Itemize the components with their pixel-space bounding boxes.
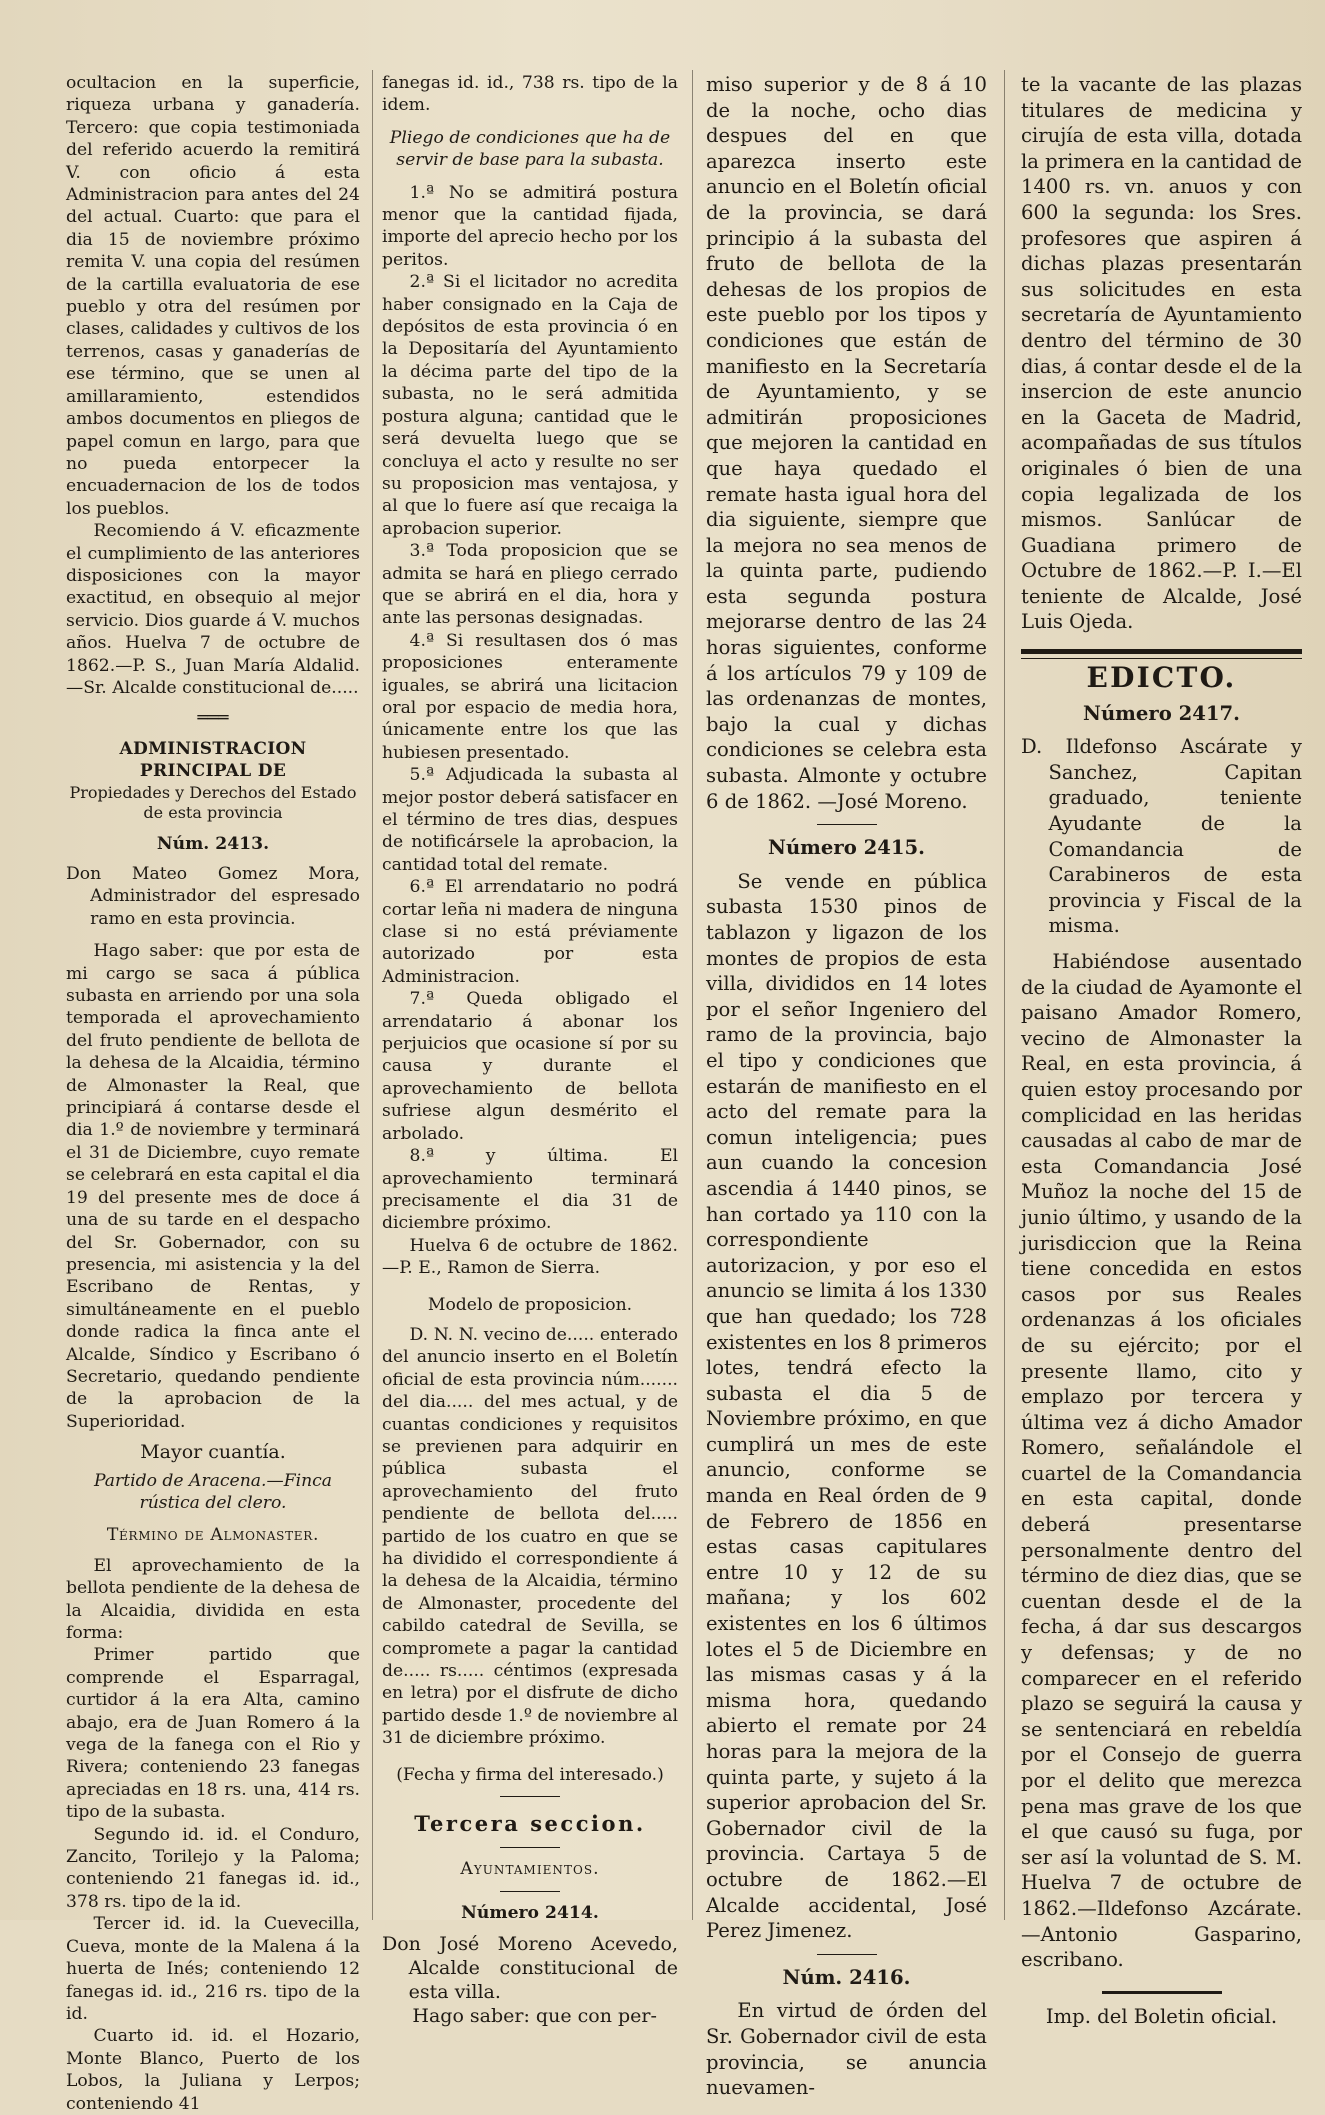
subheading: Modelo de proposicion. [427,1294,633,1315]
paragraph: Se vende en pública subasta 1530 pinos de tablazon y ligazon de los montes de propios de esta villa, divididos en 14 lotes por el señor Ingeniero del ramo de la provincia, bajo el tipo y condiciones que estarán de manifiesto en el acto del remate para la comun inteligencia; pues aun cuando la concesion ascendia á 1440 pinos, se han cortado ya 110 con la correspondiente autorizacion, y por eso el anuncio se limita á los 1330 que han quedado; los 728 existentes en los 8 primeros lotes, tendrá efecto la subasta el dia 5 de Noviembre próximo, en que cumplirá un mes de este anuncio, conforme se manda en Real órden de 9 de Febrero de 1856 en estas casas capitulares entre 10 y 12 de su mañana; y los 602 existentes en los 6 últimos lotes el 5 de Diciembre en las mismas casas y á la misma hora, quedando abierto el remate por 24 horas para la mejora de la quinta parte, y sujeto á la superior aprobacion del Sr. Gobernador civil de la provincia. Cartaya 5 de octubre de 1862.—El Alcalde accidental, José Perez Jimenez. [706,869,987,1943]
paragraph: miso superior y de 8 á 10 de la noche, ocho dias despues del en que aparezca inserto este anuncio en el Boletín oficial de la provincia, se dará principio á la subasta del fruto de bellota de la dehesas de los propios de este pueblo por los tipos y condiciones que están de manifiesto en la Secretaría de Ayuntamiento, y se admitirán proposiciones que mejoren la cantidad en que haya quedado el remate hasta igual hora del dia siguiente, siempre que la mejora no sea menos de la quinta parte, pudiendo esta segunda postura mejorarse dentro de las 24 horas siguientes, conforme á los artículos 79 y 109 de las ordenanzas de montes, bajo la cual y dichas condiciones se celebra esta subasta. Almonte y octubre 6 de 1862. —José Moreno. [706,73,987,813]
column-4 [1021,72,1302,2028]
column-2 [382,72,678,2028]
divider [500,1891,560,1892]
signature: Huelva 6 de octubre de 1862.—P. E., Ramon de Sierra. [382,1235,678,1279]
notice-number: Número 2414. [461,1902,599,1923]
column-rule [692,70,693,1920]
divider [1021,649,1302,654]
imprint [1021,1991,1302,2030]
section-subtitle: Ayuntamientos. [460,1859,600,1880]
subheading: Mayor cuantía. [140,1441,286,1464]
notice-number: Núm. 2416. [782,1965,911,1989]
condition: 3.ª Toda proposicion que se admita se hará en pliego cerrado que se abrirá en el dia, hora y ante las personas designadas. [382,541,678,629]
column-1 [66,72,360,2114]
paragraph: Hago saber: que por esta de mi cargo se saca á pública subasta en arriendo por una sola temporada el aprovechamiento del fruto pendiente de bellota de la dehesa de la Alcaidia, término de Almonaster la Real, que principiará á contarse desde el dia 1.º de noviembre y terminará el 31 de Diciembre, cuyo remate se celebrará en esta capital el dia 19 del presente mes de doce á una de su tarde en el despacho del Sr. Gobernador, con su presencia, mi asistencia y la del Escribano de Rentas, y simultáneamente en el pueblo donde radica la finca ante el Alcalde, Síndico y Escribano ó Secretario, quedando pendiente de la aprobacion de la Superioridad. [66,941,360,1432]
condition: 7.ª Queda obligado el arrendatario á abonar los perjuicios que ocasione sí por su causa y durante el aprovechamiento de bellota sufriese algun desmérito el arbolado. [382,989,678,1144]
subheading: Término de Almonaster. [106,1525,320,1546]
paragraph: Segundo id. id. el Conduro, Zancito, Torilejo y la Paloma; conteniendo 21 fanegas id. id., 378 rs. tipo de la id. [66,1824,360,1912]
section-title: Tercera seccion. [414,1811,646,1837]
divider [817,1954,877,1955]
condition: 6.ª El arrendatario no podrá cortar leña ni madera de ninguna clase si no está préviamente autorizado por esta Administracion. [382,877,678,987]
paragraph: Don Mateo Gomez Mora, Administrador del espresado ramo en esta provincia. [66,864,360,929]
paragraph: En virtud de órden del Sr. Gobernador civil de esta provincia, se anuncia nuevamen- [706,1999,987,2100]
divider [817,824,877,825]
paragraph: ocultacion en la superficie, riqueza urbana y ganadería. Tercero: que copia testimoniada del referido acuerdo la remitirá V. con oficio á esta Administracion para antes del 24 del actual. Cuarto: que para el dia 15 de noviembre próximo remita V. una copia del resúmen de la cartilla evaluatoria de ese pueblo y otra del resúmen por clases, calidades y cultivos de los terrenos, casas y ganaderías de ese término, que se unen al amillaramiento, estendidos ambos documentos en pliegos de papel comun en largo, para que no pueda entorpecer la encuadernacion de los de todos los pueblos. [66,73,360,519]
section-subheading: Propiedades y Derechos del Estado de esta provincia [69,782,357,822]
subheading: Pliego de condiciones que ha de servir de base para la subasta. [389,127,671,171]
paragraph: Cuarto id. id. el Hozario, Monte Blanco, Puerto de los Lobos, la Juliana y Lerpos; conteniendo 41 [66,2026,360,2114]
condition: 2.ª Si el licitador no acredita haber consignado en la Caja de depósitos de esta provincia ó en la Depositaría del Ayuntamiento la décima parte del tipo de la subasta, no le será admitida postura alguna; cantidad que le será devuelta luego que se concluya el acto y resulte no ser su proposicion mas ventajosa, y al que lo fuere así que recaiga la aprobacion superior. [382,272,678,539]
condition: 5.ª Adjudicada la subasta al mejor postor deberá satisfacer en el término de tres dias, despues de notificársele la aprobacion, la cantidad total del remate. [382,765,678,875]
paragraph: Primer partido que comprende el Esparragal, curtidor á la era Alta, camino abajo, era de Juan Romero á la vega de la fanega con el Rio y Rivera; conteniendo 23 fanegas apreciadas en 18 rs. una, 414 rs. tipo de la subasta. [66,1645,360,1823]
signature-note: (Fecha y firma del interesado.) [396,1764,664,1785]
paragraph: Tercer id. id. la Cuevecilla, Cueva, monte de la Malena á la huerta de Inés; conteniendo 12 fanegas id. id., 216 rs. tipo de la id. [66,1914,360,2024]
section-heading: ADMINISTRACION PRINCIPAL DE [119,738,307,782]
divider [500,1847,560,1848]
imprint-text: Imp. del Boletin oficial. [1045,2004,1278,2028]
column-3 [706,72,987,2100]
paragraph: Recomiendo á V. eficazmente el cumplimiento de las anteriores disposiciones con la mayor exactitud, en obsequio al mejor servicio. Dios guarde á V. muchos años. Huelva 7 de octubre de 1862.—P. S., Juan María Aldalid.—Sr. Alcalde constitucional de..... [66,521,360,698]
divider [1102,1991,1222,1994]
condition: 1.ª No se admitirá postura menor que la cantidad fijada, importe del aprecio hecho por los peritos. [382,182,678,270]
notice-number: Núm. 2413. [156,833,270,854]
column-rule [1004,70,1005,1920]
paragraph: D. N. N. vecino de..... enterado del anuncio inserto en el Boletín oficial de esta provincia núm....... del dia..... del mes actual, y de cuantas condiciones y requisitos se previenen para adquirir en pública subasta el aprovechamiento del fruto pendiente de bellota del..... partido de los cuatro en que se ha dividido el correspondiente á la dehesa de la Alcaidia, término de Almonaster, procedente del cabildo catedral de Sevilla, se compromete a pagar la cantidad de..... rs..... céntimos (expresada en letra) por el disfrute de dicho partido desde 1.º de noviembre al 31 de diciembre próximo. [382,1324,678,1749]
section-title: EDICTO. [1086,661,1237,695]
paragraph: Hago saber: que con per- [412,2005,657,2028]
separator: ═══ [197,708,229,729]
notice-number: Número 2417. [1083,701,1240,725]
condition: 4.ª Si resultasen dos ó mas proposiciones enteramente iguales, se abrirá una licitacion oral por espacio de media hora, únicamente entre los que las hubiesen presentado. [382,630,678,763]
divider [500,1796,560,1797]
paragraph: Don José Moreno Acevedo, Alcalde constitucional de esta villa. [382,1933,678,2004]
paragraph: fanegas id. id., 738 rs. tipo de la idem. [382,73,678,116]
paragraph: D. Ildefonso Ascárate y Sanchez, Capitan graduado, teniente Ayudante de la Comandancia de Carabineros de esta provincia y Fiscal de la misma. [1021,735,1302,938]
column-rule [372,70,373,1920]
paragraph: Habiéndose ausentado de la ciudad de Ayamonte el paisano Amador Romero, vecino de Almonaster la Real, en esta provincia, á quien estoy procesando por complicidad en las heridas causadas al cabo de mar de esta Comandancia José Muñoz la noche del 15 de junio último, y usando de la jurisdiccion que la Reina tiene concedida en estos casos por sus Reales ordenanzas á los oficiales de su ejército; por el presente llamo, cito y emplazo por tercera y última vez á dicho Amador Romero, señalándole el cuartel de la Comandancia en esta capital, donde deberá presentarse personalmente dentro del término de diez dias, que se cuentan desde el de la fecha, á dar sus descargos y defensas; y de no comparecer en el referido plazo se seguirá la causa y se sentenciará en rebeldía por el Consejo de guerra por el delito que merezca pena mas grave de los que el que causó su fuga, por ser así la voluntad de S. M. Huelva 7 de octubre de 1862.—Ildefonso Azcárate.—Antonio Gasparino, escribano. [1021,950,1302,1972]
subheading: Partido de Aracena.—Finca rústica del clero. [93,1470,333,1513]
divider [1021,658,1302,659]
condition: 8.ª y última. El aprovechamiento terminará precisamente el dia 31 de diciembre próximo. [382,1146,678,1234]
paragraph: te la vacante de las plazas titulares de medicina y cirujía de esta villa, dotada la primera en la cantidad de 1400 rs. vn. anuos y con 600 la segunda: los Sres. profesores que aspiren á dichas plazas presentarán sus solicitudes en esta secretaría de Ayuntamiento dentro del término de 30 dias, á contar desde el de la insercion de este anuncio en la Gaceta de Madrid, acompañadas de sus títulos originales ó bien de una copia legalizada de los mismos. Sanlúcar de Guadiana primero de Octubre de 1862.—P. I.—El teniente de Alcalde, José Luis Ojeda. [1021,73,1302,634]
paragraph: El aprovechamiento de la bellota pendiente de la dehesa de la Alcaidia, dividida en esta forma: [66,1555,360,1643]
notice-number: Número 2415. [768,836,925,860]
